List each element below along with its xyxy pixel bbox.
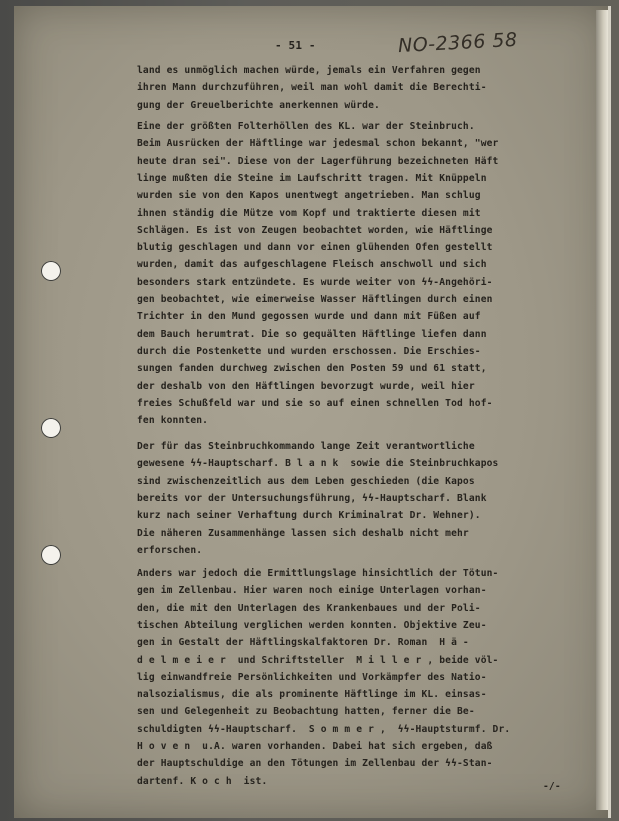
text-line: dem Bauch herumtrat. Die so gequälten Häftlinge liefen dann: [137, 328, 487, 340]
text-line: erforschen.: [137, 544, 203, 556]
text-line: den, die mit den Unterlagen des Krankenbaues und der Poli-: [137, 602, 481, 614]
text-line: ihnen ständig die Mütze vom Kopf und traktierte diesen mit: [137, 207, 481, 219]
archive-stamp: NO-2366 58: [397, 28, 519, 58]
text-line: ihren Mann durchzuführen, weil man wohl damit die Berechti-: [137, 82, 487, 94]
text-line: dartenf. K o c h ist.: [137, 775, 268, 787]
text-line: gung der Greuelberichte anerkennen würde.: [137, 99, 380, 111]
text-line: tischen Abteilung verglichen werden konnten. Objektive Zeu-: [137, 619, 487, 631]
text-line: Eine der größten Folterhöllen des KL. war der Steinbruch.: [137, 121, 475, 132]
text-line: sen und Gelegenheit zu Beobachtung hatten, ferner die Be-: [137, 706, 475, 718]
text-line: durch die Postenkette und wurden erschossen. Die Erschies-: [137, 345, 481, 357]
text-line: bereits vor der Untersuchungsführung, ϟϟ-Hauptscharf. Blank: [137, 492, 487, 504]
text-line: besonders stark entzündete. Es wurde weiter von ϟϟ-Angehöri-: [137, 276, 493, 288]
closing-mark: -/-: [543, 781, 561, 792]
text-line: gewesene ϟϟ-Hauptscharf. B l a n k sowie die Steinbruchkapos: [137, 458, 499, 470]
text-line: Anders war jedoch die Ermittlungslage hinsichtlich der Tötun-: [137, 568, 499, 579]
text-line: gen beobachtet, wie eimerweise Wasser Häftlingen durch einen: [137, 294, 493, 305]
text-line: sind zwischenzeitlich aus dem Leben geschieden (die Kapos: [137, 475, 475, 487]
text-line: kurz nach seiner Verhaftung durch Kriminalrat Dr. Wehner).: [137, 510, 481, 522]
text-line: der Hauptschuldige an den Tötungen im Zellenbau der ϟϟ-Stan-: [137, 758, 493, 770]
text-line: fen konnten.: [137, 415, 209, 427]
page-edge: [596, 10, 608, 810]
punch-hole: [41, 545, 61, 565]
text-line: land es unmöglich machen würde, jemals ein Verfahren gegen: [137, 65, 481, 76]
text-line: wurden sie von den Kapos unentwegt angetrieben. Man schlug: [137, 190, 481, 202]
text-line: linge mußten die Steine im Laufschritt tragen. Mit Knüppeln: [137, 172, 487, 184]
text-line: Der für das Steinbruchkommando lange Zeit verantwortliche: [137, 441, 475, 452]
text-line: gen im Zellenbau. Hier waren noch einige Unterlagen vorhan-: [137, 585, 487, 597]
text-line: d e l m e i e r und Schriftsteller M i l l e r , beide völ-: [137, 654, 499, 666]
text-line: Die näheren Zusammenhänge lassen sich deshalb nicht mehr: [137, 527, 469, 539]
text-line: Trichter in den Mund gegossen wurde und dann mit Füßen auf: [137, 311, 481, 323]
text-line: der deshalb von den Häftlingen bevorzugt wurde, weil hier: [137, 380, 475, 392]
punch-hole: [41, 261, 61, 281]
text-line: H o v e n u.A. waren vorhanden. Dabei hat sich ergeben, daß: [137, 741, 493, 752]
text-line: lig einwandfreie Persönlichkeiten und Vorkämpfer des Natio-: [137, 671, 487, 683]
page-number: - 51 -: [275, 39, 316, 52]
text-line: sungen fanden durchweg zwischen den Posten 59 und 61 statt,: [137, 363, 487, 375]
text-line: blutig geschlagen und dann vor einen glühenden Ofen gestellt: [137, 242, 493, 254]
text-line: freies Schußfeld war und sie so auf einen schnellen Tod hof-: [137, 397, 493, 409]
text-line: nalsozialismus, die als prominente Häftlinge im KL. einsas-: [137, 689, 487, 701]
text-line: Schlägen. Es ist von Zeugen beobachtet worden, wie Häftlinge: [137, 224, 493, 236]
text-line: heute dran sei". Diese von der Lagerführung bezeichneten Häft: [137, 155, 499, 167]
text-line: Beim Ausrücken der Häftlinge war jedesmal schon bekannt, "wer: [137, 138, 499, 150]
text-line: gen in Gestalt der Häftlingskalfaktoren Dr. Roman H ä -: [137, 637, 469, 649]
text-line: schuldigten ϟϟ-Hauptscharf. S o m m e r , ϟϟ-Hauptsturmf. Dr.: [137, 723, 511, 735]
text-line: wurden, damit das aufgeschlagene Fleisch anschwoll und sich: [137, 259, 487, 271]
punch-hole: [41, 418, 61, 438]
